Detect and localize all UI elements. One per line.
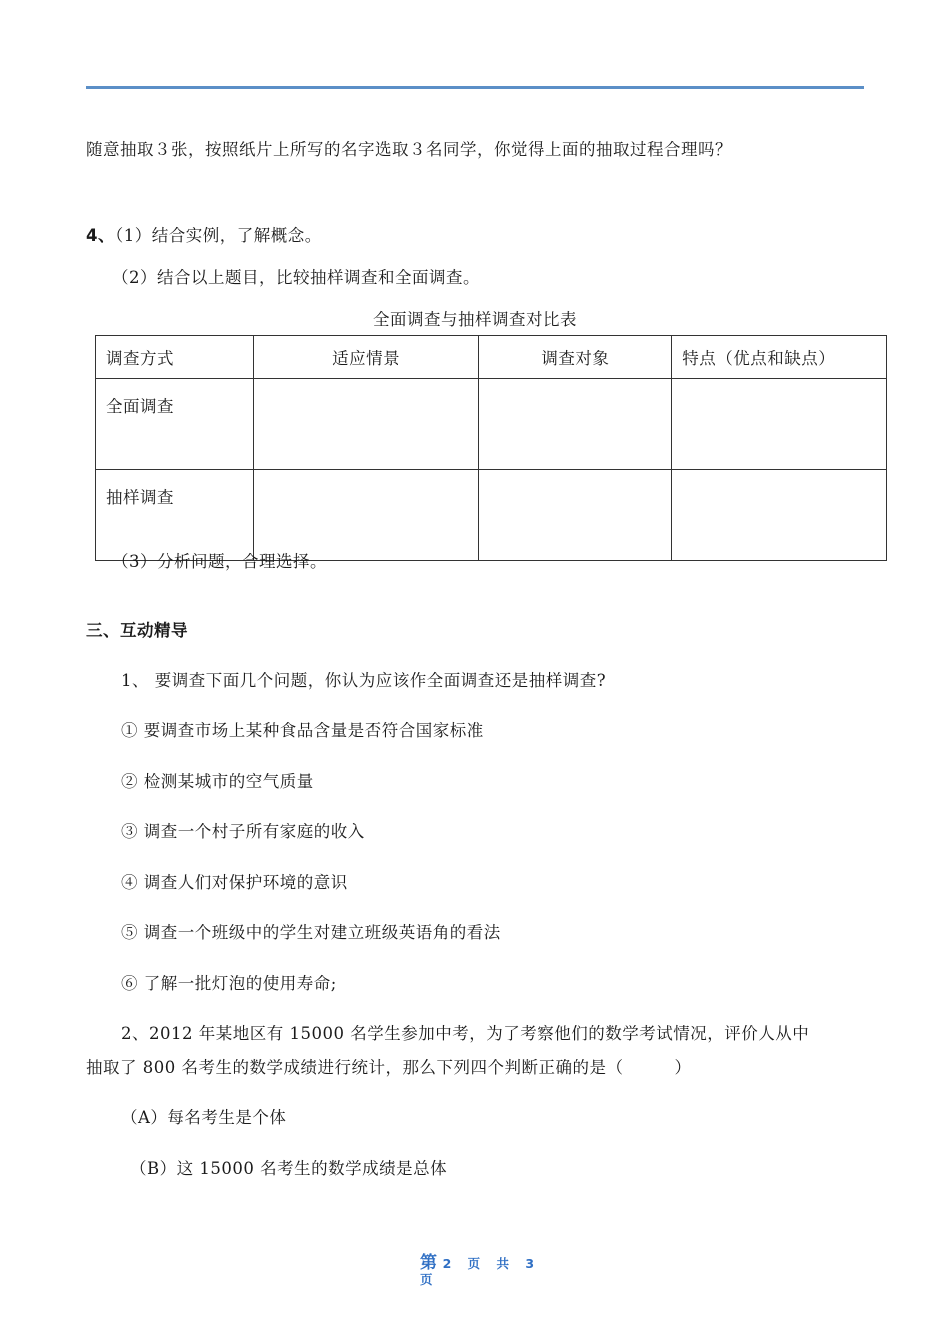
question-2-line1: 2、2012 年某地区有 15000 名学生参加中考，为了考察他们的数学考试情况，评价人从中 — [121, 1024, 810, 1043]
table-row — [96, 379, 887, 470]
footer-ye: 页 — [420, 1272, 433, 1287]
item4-step3: （3）分析问题，合理选择。 — [112, 552, 327, 571]
table-cell — [479, 470, 672, 561]
table-header-row — [96, 336, 887, 379]
list-item: ⑤ 调查一个班级中的学生对建立班级英语角的看法 — [121, 923, 501, 942]
footer-di: 第 — [420, 1253, 437, 1273]
table-cell — [253, 379, 479, 470]
list-item: ④ 调查人们对保护环境的意识 — [121, 873, 348, 892]
table-cell: 全面调查 — [96, 379, 254, 470]
list-item: ① 要调查市场上某种食品含量是否符合国家标准 — [121, 721, 484, 740]
list-item: ② 检测某城市的空气质量 — [121, 772, 314, 791]
item4-step1 — [86, 226, 322, 246]
table-cell: 抽样调查 — [96, 470, 254, 561]
list-item: ⑥ 了解一批灯泡的使用寿命; — [121, 974, 337, 993]
item4-number: 4、 — [86, 226, 115, 245]
table-header-cell: 调查方式 — [96, 336, 254, 379]
intro-text: 随意抽取３张，按照纸片上所写的名字选取３名同学，你觉得上面的抽取过程合理吗？ — [86, 140, 732, 159]
table-cell — [479, 379, 672, 470]
page-footer — [420, 1248, 541, 1287]
table-header-cell: 适应情景 — [253, 336, 479, 379]
table-caption: 全面调查与抽样调查对比表 — [373, 310, 577, 329]
table-header-cell: 特点（优点和缺点） — [672, 336, 887, 379]
table-row — [96, 470, 887, 561]
option-b: （B）这 15000 名考生的数学成绩是总体 — [130, 1159, 448, 1178]
table-cell — [672, 470, 887, 561]
header-rule — [86, 86, 864, 89]
item4-step2: （2）结合以上题目，比较抽样调查和全面调查。 — [112, 268, 480, 287]
table-cell — [253, 470, 479, 561]
section-title: 三、互动精导 — [86, 621, 188, 640]
question-2-line2: 抽取了 800 名考生的数学成绩进行统计，那么下列四个判断正确的是（ ） — [86, 1058, 692, 1077]
list-item: ③ 调查一个村子所有家庭的收入 — [121, 822, 365, 841]
question-1: 1、 要调查下面几个问题，你认为应该作全面调查还是抽样调查? — [121, 671, 607, 690]
table-header-cell: 调查对象 — [479, 336, 672, 379]
comparison-table — [95, 335, 887, 561]
table-cell — [672, 379, 887, 470]
option-a: （A）每名考生是个体 — [121, 1108, 287, 1127]
footer-page-count: 2 页 共 3 — [442, 1256, 541, 1271]
item4-step1-text: （1）结合实例，了解概念。 — [114, 226, 322, 245]
